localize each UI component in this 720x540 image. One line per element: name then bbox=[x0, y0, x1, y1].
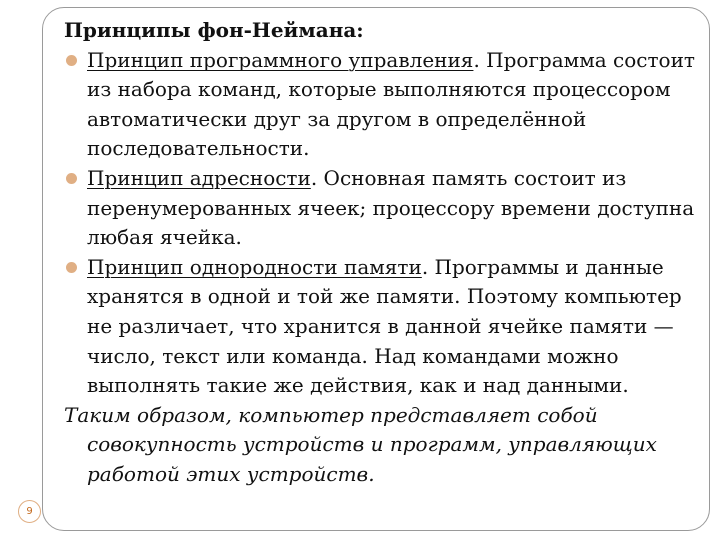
bullet-dot-icon bbox=[66, 173, 77, 184]
principle-term: Принцип однородности памяти bbox=[87, 254, 422, 279]
principle-term: Принцип адресности bbox=[87, 165, 311, 190]
principle-term: Принцип программного управления bbox=[87, 47, 474, 72]
slide-heading: Принципы фон-Неймана: bbox=[64, 18, 364, 42]
principle-description: . Программа состоит из набора команд, которые выполняются процессором автоматически друг за другом в определённой последовательности. bbox=[87, 47, 695, 161]
slide-content bbox=[64, 16, 704, 490]
bullet-dot-icon bbox=[66, 55, 77, 66]
slide-conclusion: Таким образом, компьютер представляет собой совокупность устройств и программ, управляющих работой этих устройств. bbox=[64, 402, 657, 486]
principle-item-program-control bbox=[64, 46, 704, 164]
principle-item-memory-homogeneity bbox=[64, 253, 704, 401]
page-number: 9 bbox=[18, 500, 41, 523]
principle-item-addressing bbox=[64, 164, 704, 253]
principle-description: . Программы и данные хранятся в одной и той же памяти. Поэтому компьютер не различает, что хранится в данной ячейке памяти — число, текст или команда. Над командами можно выполнять такие же действия, как и над данными. bbox=[87, 254, 682, 398]
bullet-dot-icon bbox=[66, 262, 77, 273]
principle-description: . Основная память состоит из перенумерованных ячеек; процессору времени доступна любая ячейка. bbox=[87, 165, 695, 250]
